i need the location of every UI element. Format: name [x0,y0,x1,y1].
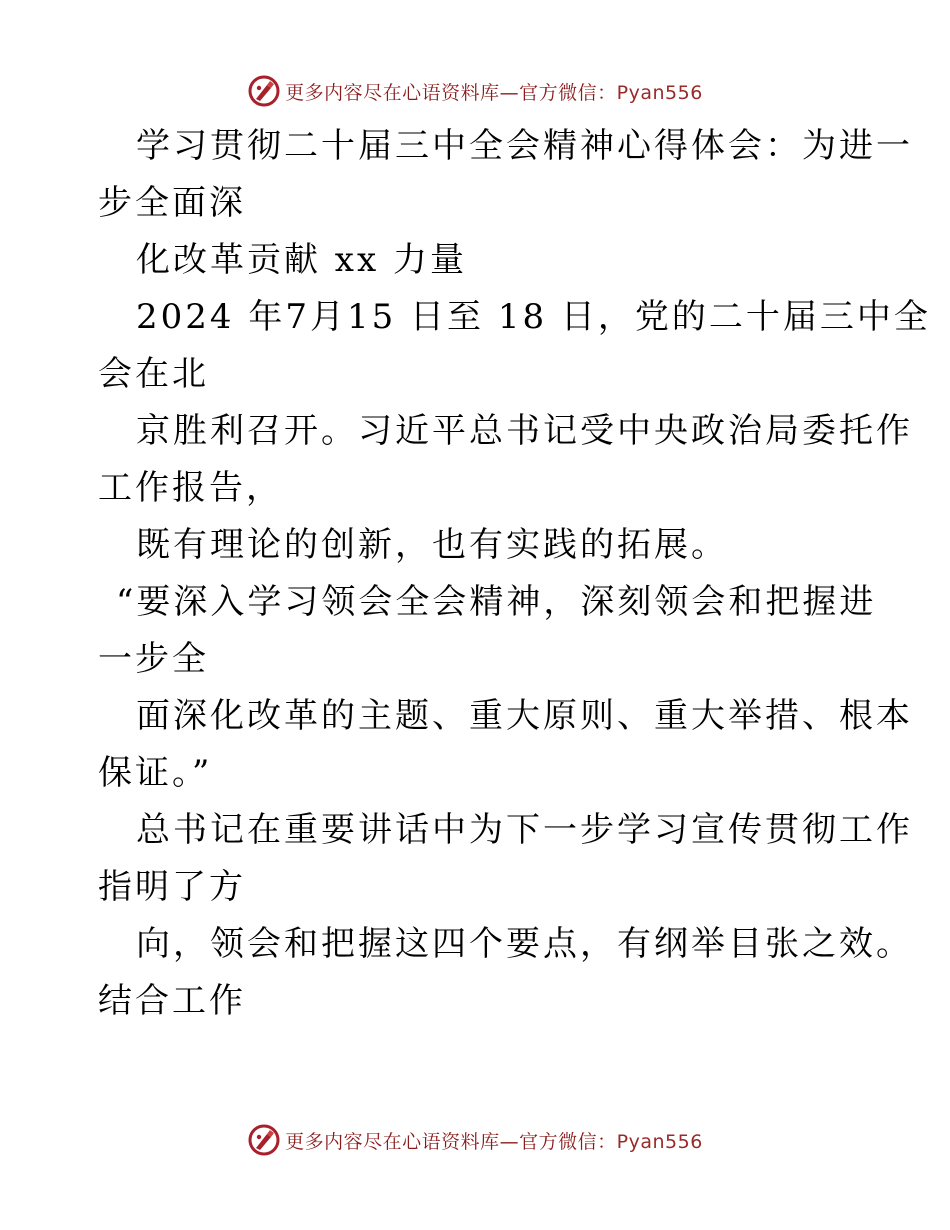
title-line-2: 步全面深 [98,183,246,223]
footer-watermark [0,1120,950,1160]
pen-logo-icon [247,1123,281,1157]
paragraph-line: 会在北 [98,354,209,394]
paragraph-line: “要深入学习领会全会精神，深刻领会和把握进 [116,582,877,622]
paragraph-line: 保证。” [98,753,213,793]
paragraph-line: 结合工作 [98,981,246,1021]
paragraph-line: 一步全 [98,639,209,679]
paragraph-line: 总书记在重要讲话中为下一步学习宣传贯彻工作 [136,810,913,850]
watermark-wechat-id: Pyan556 [616,81,703,104]
header-watermark [0,71,950,111]
paragraph-line: 指明了方 [98,867,246,907]
watermark-wechat-id: Pyan556 [616,1130,703,1153]
pen-logo-icon [247,74,281,108]
paragraph-line: 向，领会和把握这四个要点，有纲举目张之效。 [136,924,913,964]
watermark-label: 更多内容尽在心语资料库—官方微信： [285,1130,617,1153]
paragraph-line: 工作报告， [98,468,283,508]
paragraph-line: 2024 年7月15 日至 18 日，党的二十届三中全 [136,297,931,337]
title-line-1: 学习贯彻二十届三中全会精神心得体会：为进一 [136,126,913,166]
title-line-3: 化改革贡献 xx 力量 [136,240,467,280]
paragraph-line: 面深化改革的主题、重大原则、重大举措、根本 [136,696,913,736]
watermark-label: 更多内容尽在心语资料库—官方微信： [285,81,617,104]
watermark-text [285,78,703,105]
paragraph-line: 既有理论的创新，也有实践的拓展。 [136,525,728,565]
watermark-text [285,1127,703,1154]
paragraph-line: 京胜利召开。习近平总书记受中央政治局委托作 [136,411,913,451]
document-body [98,118,931,1030]
